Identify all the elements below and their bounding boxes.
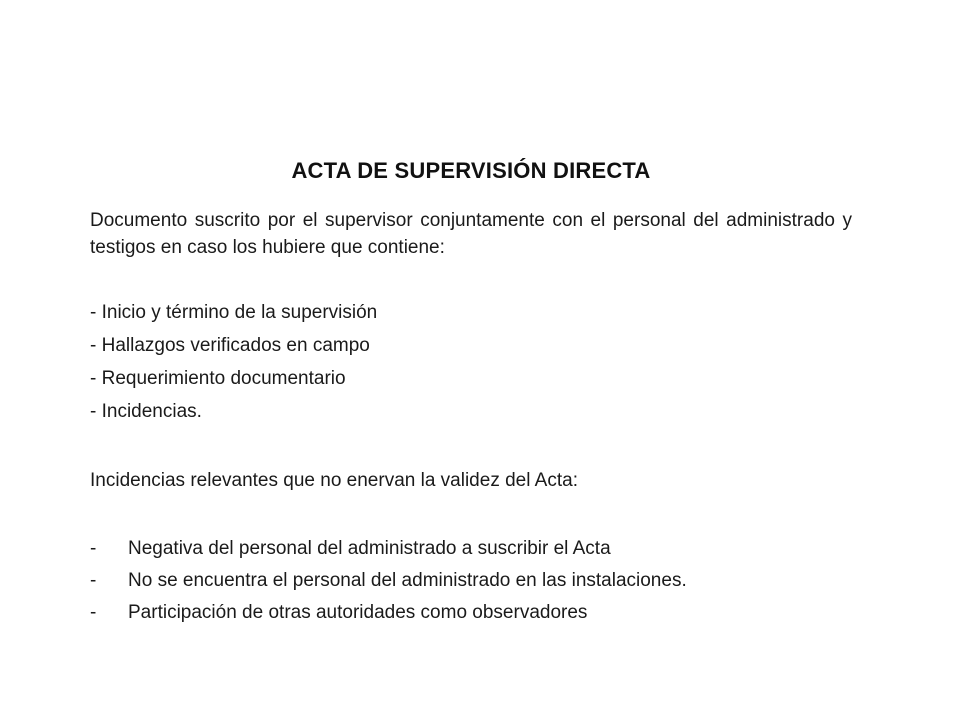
contents-list (90, 298, 377, 430)
incident-item (90, 598, 687, 630)
contents-item: - Requerimiento documentario (90, 368, 346, 389)
incidents-list (90, 534, 687, 630)
incident-text: Participación de otras autoridades como observadores (128, 602, 588, 623)
intro-paragraph: Documento suscrito por el supervisor conjuntamente con el personal del administrado y testigos en caso los hubiere que contiene: (90, 210, 852, 258)
incidents-heading: Incidencias relevantes que no enervan la validez del Acta: (90, 470, 578, 491)
contents-item: - Inicio y término de la supervisión (90, 302, 378, 323)
dash-bullet: - (90, 570, 97, 591)
incident-item (90, 534, 687, 566)
contents-item: - Incidencias. (90, 401, 202, 422)
incident-text: Negativa del personal del administrado a suscribir el Acta (128, 538, 611, 559)
slide-title: ACTA DE SUPERVISIÓN DIRECTA (291, 158, 651, 183)
dash-bullet: - (90, 602, 97, 623)
dash-bullet: - (90, 538, 97, 559)
contents-item: - Hallazgos verificados en campo (90, 335, 370, 356)
incident-text: No se encuentra el personal del administrado en las instalaciones. (128, 570, 687, 591)
incident-item (90, 566, 687, 598)
